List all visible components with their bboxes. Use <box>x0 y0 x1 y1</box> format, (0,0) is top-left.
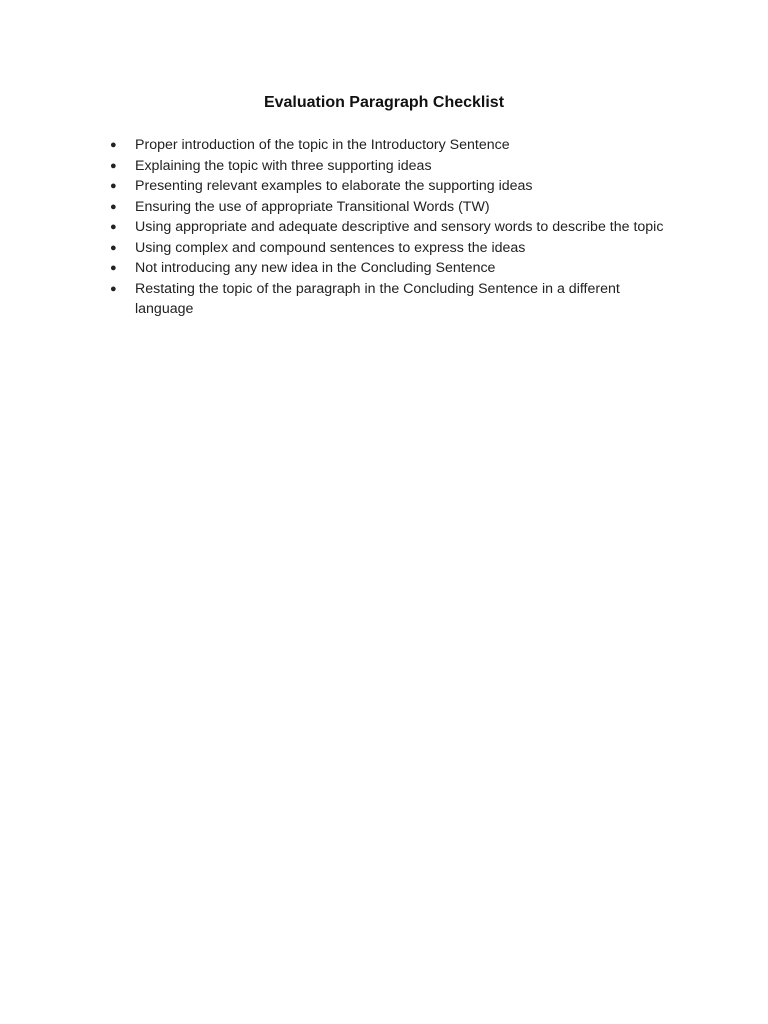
bullet-icon: ● <box>110 282 117 295</box>
list-item-text: Restating the topic of the paragraph in the Concluding Sentence in a different language <box>135 280 620 317</box>
page-title: Evaluation Paragraph Checklist <box>263 94 505 111</box>
list-item <box>110 135 670 156</box>
list-item-text: Using complex and compound sentences to express the ideas <box>135 239 526 256</box>
bullet-icon: ● <box>110 200 117 213</box>
bullet-icon: ● <box>110 159 117 172</box>
bullet-icon: ● <box>110 139 117 151</box>
list-item <box>110 258 670 279</box>
bullet-icon: ● <box>110 180 117 192</box>
bullet-icon: ● <box>110 262 117 274</box>
list-item-text: Explaining the topic with three supporting ideas <box>135 157 432 174</box>
list-item-text: Ensuring the use of appropriate Transitional Words (TW) <box>135 198 490 215</box>
list-item <box>110 279 670 320</box>
list-item <box>110 217 670 238</box>
list-item <box>110 156 670 177</box>
list-item <box>110 238 670 259</box>
checklist <box>110 135 670 320</box>
bullet-icon: ● <box>110 241 117 254</box>
list-item <box>110 197 670 218</box>
list-item-text: Proper introduction of the topic in the Introductory Sentence <box>135 137 510 153</box>
list-item-text: Not introducing any new idea in the Concluding Sentence <box>135 260 496 276</box>
list-item-text: Using appropriate and adequate descriptive and sensory words to describe the topic <box>135 219 664 235</box>
bullet-icon: ● <box>110 221 117 233</box>
list-item <box>110 176 670 197</box>
list-item-text: Presenting relevant examples to elaborate the supporting ideas <box>135 178 533 194</box>
